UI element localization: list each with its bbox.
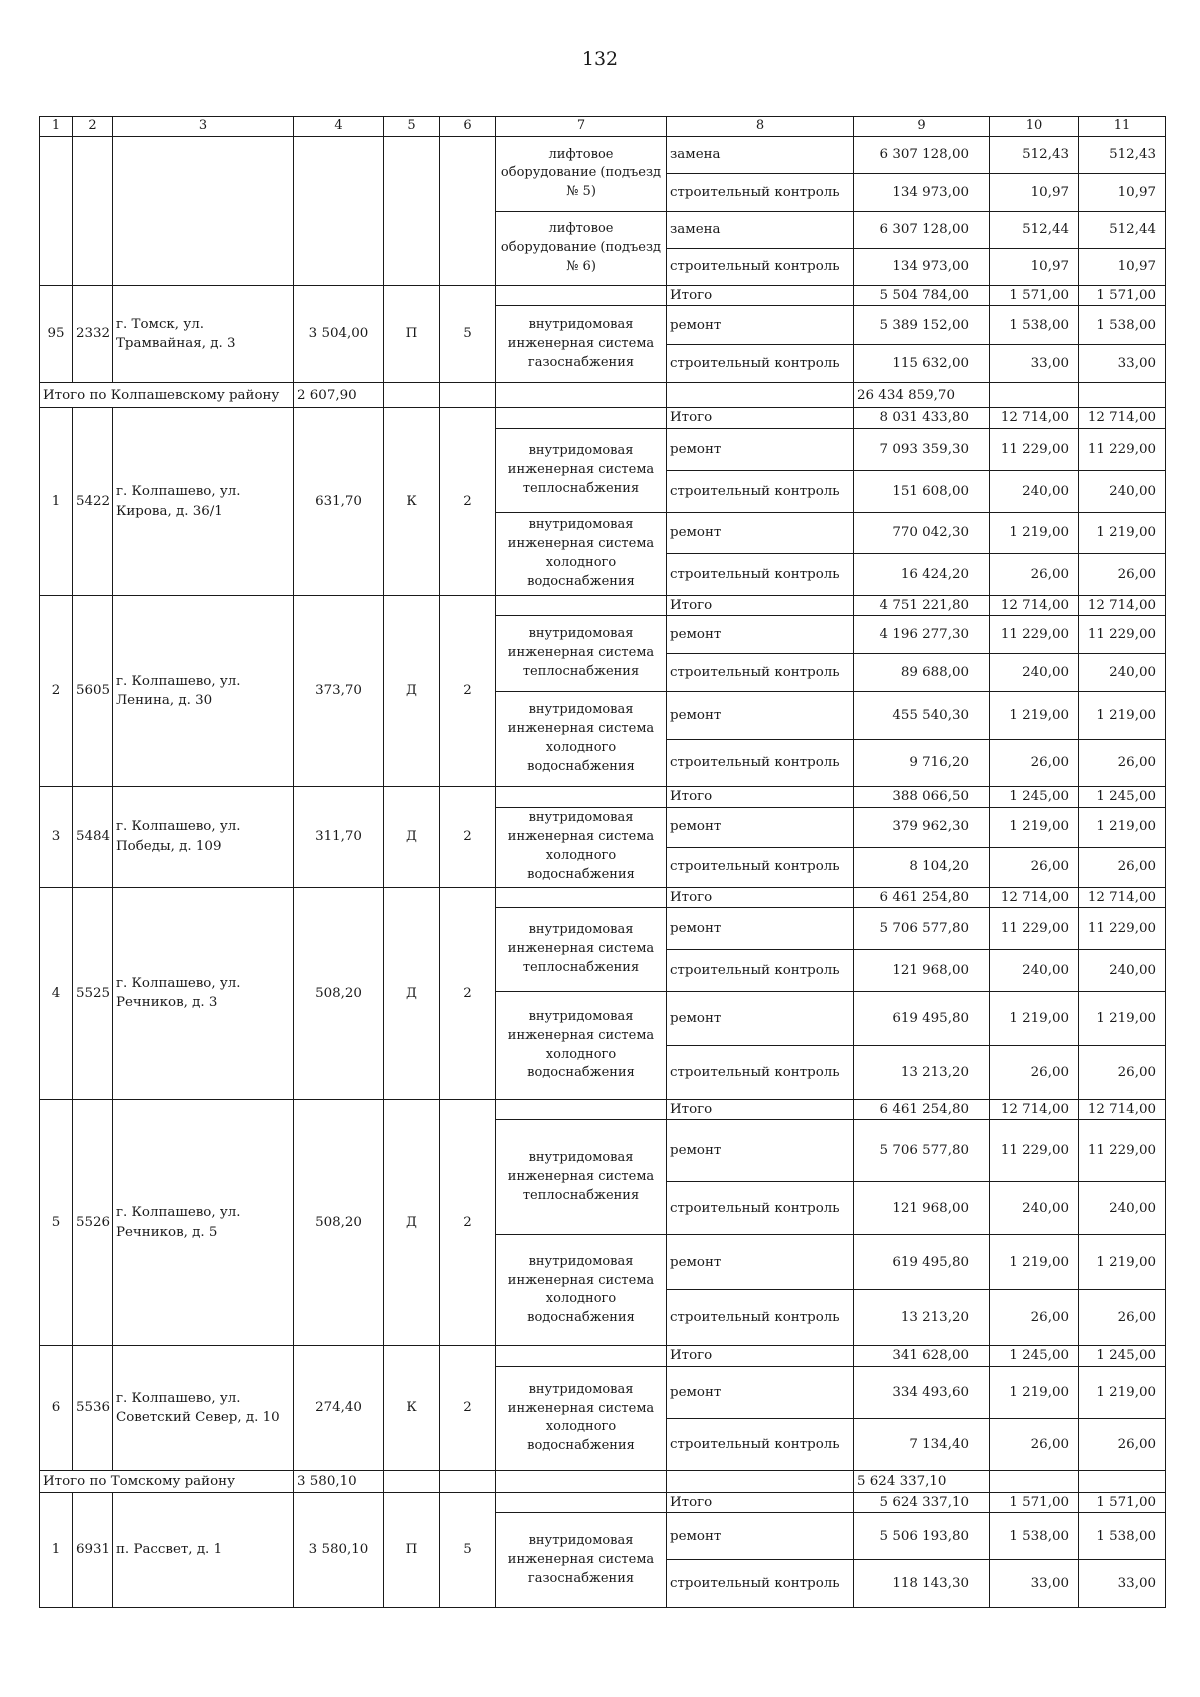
max-unit-cost: 11 229,00 (1079, 428, 1166, 470)
unit-cost: 12 714,00 (990, 595, 1079, 615)
district-total-row (40, 383, 1166, 408)
house-address: г. Томск, ул. Трамвайная, д. 3 (113, 285, 294, 382)
total-cost: 5 504 784,00 (854, 285, 990, 305)
unit-cost: 1 219,00 (990, 1366, 1079, 1418)
empty-cell (40, 136, 73, 285)
work-type: Итого (667, 787, 854, 807)
unit-cost: 12 714,00 (990, 887, 1079, 907)
unit-cost: 26,00 (990, 847, 1079, 887)
system-name: лифтовое оборудование (подъезд № 5) (496, 136, 667, 211)
col-header: 7 (496, 117, 667, 137)
total-cost: 4 751 221,80 (854, 595, 990, 615)
max-unit-cost: 26,00 (1079, 1290, 1166, 1346)
empty-cell (496, 408, 667, 428)
total-cost: 7 093 359,30 (854, 428, 990, 470)
total-cost: 388 066,50 (854, 787, 990, 807)
wall-material: К (384, 408, 440, 595)
unit-cost: 1 245,00 (990, 787, 1079, 807)
system-name: внутридомовая инженерная система холодного водоснабжения (496, 1366, 667, 1470)
col-header: 6 (440, 117, 496, 137)
district-total-label: Итого по Томскому району (40, 1470, 294, 1492)
unit-cost: 240,00 (990, 654, 1079, 692)
unit-cost: 11 229,00 (990, 908, 1079, 950)
wall-material: Д (384, 1100, 440, 1346)
total-cost: 5 624 337,10 (854, 1492, 990, 1512)
house-area: 311,70 (294, 787, 384, 887)
system-name: внутридомовая инженерная система холодного водоснабжения (496, 807, 667, 887)
work-type: ремонт (667, 992, 854, 1046)
page-number: 132 (581, 48, 619, 70)
total-cost: 5 706 577,80 (854, 1120, 990, 1182)
max-unit-cost: 1 245,00 (1079, 1346, 1166, 1366)
empty-cell (73, 136, 113, 285)
wall-material: П (384, 1492, 440, 1607)
house-area: 631,70 (294, 408, 384, 595)
total-cost: 5 506 193,80 (854, 1513, 990, 1560)
system-name: внутридомовая инженерная система теплоснабжения (496, 1120, 667, 1235)
total-cost: 134 973,00 (854, 173, 990, 211)
house-id: 5525 (73, 887, 113, 1099)
max-unit-cost: 1 538,00 (1079, 306, 1166, 345)
wall-material: Д (384, 887, 440, 1099)
unit-cost: 1 571,00 (990, 285, 1079, 305)
row-number: 1 (40, 1492, 73, 1607)
total-cost: 334 493,60 (854, 1366, 990, 1418)
system-name: внутридомовая инженерная система холодного водоснабжения (496, 512, 667, 595)
total-cost: 9 716,20 (854, 740, 990, 787)
max-unit-cost: 1 219,00 (1079, 1235, 1166, 1290)
row-number: 3 (40, 787, 73, 887)
empty-cell (496, 1100, 667, 1120)
unit-cost: 26,00 (990, 1418, 1079, 1470)
work-type: Итого (667, 1100, 854, 1120)
max-unit-cost: 26,00 (1079, 553, 1166, 595)
floors: 5 (440, 285, 496, 382)
empty-cell (294, 136, 384, 285)
row-number: 6 (40, 1346, 73, 1470)
row-number: 4 (40, 887, 73, 1099)
house-area: 508,20 (294, 887, 384, 1099)
max-unit-cost: 26,00 (1079, 847, 1166, 887)
work-type: Итого (667, 887, 854, 907)
repair-program-table (39, 116, 1166, 1608)
empty-cell (384, 1470, 440, 1492)
total-cost: 8 031 433,80 (854, 408, 990, 428)
work-type: ремонт (667, 692, 854, 740)
unit-cost: 33,00 (990, 1560, 1079, 1608)
work-type: строительный контроль (667, 1290, 854, 1346)
work-type: строительный контроль (667, 248, 854, 285)
total-cost: 6 461 254,80 (854, 887, 990, 907)
house-address: г. Колпашево, ул. Речников, д. 3 (113, 887, 294, 1099)
house-id: 5536 (73, 1346, 113, 1470)
work-type: ремонт (667, 306, 854, 345)
unit-cost: 10,97 (990, 173, 1079, 211)
work-type: строительный контроль (667, 553, 854, 595)
total-cost: 121 968,00 (854, 1182, 990, 1235)
unit-cost: 1 219,00 (990, 512, 1079, 553)
empty-cell (990, 1470, 1079, 1492)
max-unit-cost: 12 714,00 (1079, 408, 1166, 428)
unit-cost: 10,97 (990, 248, 1079, 285)
unit-cost: 11 229,00 (990, 616, 1079, 654)
col-header: 2 (73, 117, 113, 137)
col-header: 4 (294, 117, 384, 137)
max-unit-cost: 26,00 (1079, 740, 1166, 787)
total-cost: 4 196 277,30 (854, 616, 990, 654)
col-header: 1 (40, 117, 73, 137)
table-row (40, 787, 1166, 807)
max-unit-cost: 10,97 (1079, 248, 1166, 285)
total-cost: 8 104,20 (854, 847, 990, 887)
empty-cell (496, 787, 667, 807)
max-unit-cost: 1 571,00 (1079, 1492, 1166, 1512)
floors: 2 (440, 408, 496, 595)
col-header: 5 (384, 117, 440, 137)
district-total-area: 2 607,90 (294, 383, 384, 408)
max-unit-cost: 33,00 (1079, 345, 1166, 383)
max-unit-cost: 11 229,00 (1079, 1120, 1166, 1182)
system-name: внутридомовая инженерная система теплоснабжения (496, 428, 667, 512)
total-cost: 455 540,30 (854, 692, 990, 740)
total-cost: 6 307 128,00 (854, 136, 990, 173)
max-unit-cost: 1 571,00 (1079, 285, 1166, 305)
max-unit-cost: 11 229,00 (1079, 616, 1166, 654)
work-type: ремонт (667, 807, 854, 847)
floors: 2 (440, 887, 496, 1099)
col-header: 8 (667, 117, 854, 137)
empty-cell (384, 136, 440, 285)
table-row (40, 887, 1166, 907)
unit-cost: 1 219,00 (990, 992, 1079, 1046)
total-cost: 89 688,00 (854, 654, 990, 692)
house-area: 373,70 (294, 595, 384, 786)
house-address: г. Колпашево, ул. Кирова, д. 36/1 (113, 408, 294, 595)
max-unit-cost: 1 219,00 (1079, 692, 1166, 740)
table-row (40, 285, 1166, 305)
total-cost: 5 706 577,80 (854, 908, 990, 950)
house-id: 6931 (73, 1492, 113, 1607)
unit-cost: 1 219,00 (990, 692, 1079, 740)
max-unit-cost: 1 219,00 (1079, 992, 1166, 1046)
system-name: внутридомовая инженерная система холодного водоснабжения (496, 692, 667, 787)
house-address: п. Рассвет, д. 1 (113, 1492, 294, 1607)
unit-cost: 1 245,00 (990, 1346, 1079, 1366)
empty-cell (667, 383, 854, 408)
house-id: 5605 (73, 595, 113, 786)
max-unit-cost: 512,43 (1079, 136, 1166, 173)
system-name: внутридомовая инженерная система теплоснабжения (496, 908, 667, 992)
total-cost: 13 213,20 (854, 1046, 990, 1100)
max-unit-cost: 10,97 (1079, 173, 1166, 211)
district-total-cost: 5 624 337,10 (854, 1470, 990, 1492)
max-unit-cost: 12 714,00 (1079, 595, 1166, 615)
col-header: 3 (113, 117, 294, 137)
work-type: Итого (667, 1492, 854, 1512)
max-unit-cost: 26,00 (1079, 1418, 1166, 1470)
row-number: 2 (40, 595, 73, 786)
table-row (40, 408, 1166, 428)
empty-cell (496, 285, 667, 305)
house-area: 3 504,00 (294, 285, 384, 382)
house-address: г. Колпашево, ул. Советский Север, д. 10 (113, 1346, 294, 1470)
table-row (40, 1100, 1166, 1120)
empty-cell (496, 383, 667, 408)
max-unit-cost: 26,00 (1079, 1046, 1166, 1100)
system-name: внутридомовая инженерная система газоснабжения (496, 1513, 667, 1608)
house-area: 3 580,10 (294, 1492, 384, 1607)
work-type: строительный контроль (667, 1046, 854, 1100)
row-number: 5 (40, 1100, 73, 1346)
max-unit-cost: 12 714,00 (1079, 887, 1166, 907)
unit-cost: 11 229,00 (990, 428, 1079, 470)
work-type: строительный контроль (667, 173, 854, 211)
empty-cell (667, 1470, 854, 1492)
unit-cost: 1 219,00 (990, 1235, 1079, 1290)
system-name: лифтовое оборудование (подъезд № 6) (496, 211, 667, 285)
district-total-cost: 26 434 859,70 (854, 383, 990, 408)
max-unit-cost: 240,00 (1079, 950, 1166, 992)
total-cost: 619 495,80 (854, 992, 990, 1046)
empty-cell (1079, 1470, 1166, 1492)
max-unit-cost: 1 245,00 (1079, 787, 1166, 807)
work-type: строительный контроль (667, 654, 854, 692)
wall-material: К (384, 1346, 440, 1470)
work-type: строительный контроль (667, 470, 854, 512)
row-number: 1 (40, 408, 73, 595)
total-cost: 16 424,20 (854, 553, 990, 595)
work-type: строительный контроль (667, 1182, 854, 1235)
empty-cell (440, 383, 496, 408)
max-unit-cost: 512,44 (1079, 211, 1166, 248)
total-cost: 341 628,00 (854, 1346, 990, 1366)
work-type: Итого (667, 595, 854, 615)
total-cost: 619 495,80 (854, 1235, 990, 1290)
work-type: ремонт (667, 1235, 854, 1290)
work-type: ремонт (667, 1366, 854, 1418)
empty-cell (496, 595, 667, 615)
work-type: строительный контроль (667, 345, 854, 383)
col-header: 10 (990, 117, 1079, 137)
house-area: 274,40 (294, 1346, 384, 1470)
wall-material: Д (384, 787, 440, 887)
unit-cost: 26,00 (990, 1046, 1079, 1100)
max-unit-cost: 240,00 (1079, 1182, 1166, 1235)
max-unit-cost: 11 229,00 (1079, 908, 1166, 950)
total-cost: 115 632,00 (854, 345, 990, 383)
house-id: 5422 (73, 408, 113, 595)
house-address: г. Колпашево, ул. Победы, д. 109 (113, 787, 294, 887)
floors: 2 (440, 787, 496, 887)
wall-material: Д (384, 595, 440, 786)
total-cost: 7 134,40 (854, 1418, 990, 1470)
max-unit-cost: 1 219,00 (1079, 807, 1166, 847)
house-id: 5526 (73, 1100, 113, 1346)
col-header: 9 (854, 117, 990, 137)
unit-cost: 12 714,00 (990, 1100, 1079, 1120)
unit-cost: 11 229,00 (990, 1120, 1079, 1182)
total-cost: 134 973,00 (854, 248, 990, 285)
total-cost: 151 608,00 (854, 470, 990, 512)
district-total-row (40, 1470, 1166, 1492)
empty-cell (440, 1470, 496, 1492)
house-address: г. Колпашево, ул. Речников, д. 5 (113, 1100, 294, 1346)
empty-cell (1079, 383, 1166, 408)
empty-cell (496, 1470, 667, 1492)
max-unit-cost: 240,00 (1079, 470, 1166, 512)
empty-cell (440, 136, 496, 285)
work-type: строительный контроль (667, 847, 854, 887)
unit-cost: 26,00 (990, 740, 1079, 787)
system-name: внутридомовая инженерная система холодного водоснабжения (496, 992, 667, 1100)
max-unit-cost: 240,00 (1079, 654, 1166, 692)
work-type: ремонт (667, 616, 854, 654)
floors: 2 (440, 595, 496, 786)
max-unit-cost: 1 219,00 (1079, 512, 1166, 553)
total-cost: 5 389 152,00 (854, 306, 990, 345)
total-cost: 121 968,00 (854, 950, 990, 992)
work-type: ремонт (667, 908, 854, 950)
district-total-area: 3 580,10 (294, 1470, 384, 1492)
floors: 2 (440, 1100, 496, 1346)
work-type: Итого (667, 1346, 854, 1366)
total-cost: 6 307 128,00 (854, 211, 990, 248)
floors: 5 (440, 1492, 496, 1607)
total-cost: 13 213,20 (854, 1290, 990, 1346)
work-type: строительный контроль (667, 950, 854, 992)
col-header: 11 (1079, 117, 1166, 137)
work-type: Итого (667, 408, 854, 428)
unit-cost: 1 538,00 (990, 1513, 1079, 1560)
work-type: строительный контроль (667, 1560, 854, 1608)
unit-cost: 1 571,00 (990, 1492, 1079, 1512)
unit-cost: 240,00 (990, 470, 1079, 512)
column-header-row (40, 117, 1166, 137)
house-address: г. Колпашево, ул. Ленина, д. 30 (113, 595, 294, 786)
unit-cost: 1 219,00 (990, 807, 1079, 847)
empty-cell (113, 136, 294, 285)
work-type: замена (667, 136, 854, 173)
max-unit-cost: 1 219,00 (1079, 1366, 1166, 1418)
unit-cost: 512,43 (990, 136, 1079, 173)
work-type: ремонт (667, 428, 854, 470)
total-cost: 379 962,30 (854, 807, 990, 847)
total-cost: 118 143,30 (854, 1560, 990, 1608)
table-row (40, 1346, 1166, 1366)
table-row (40, 595, 1166, 615)
house-id: 5484 (73, 787, 113, 887)
work-type: ремонт (667, 512, 854, 553)
work-type: ремонт (667, 1513, 854, 1560)
unit-cost: 240,00 (990, 950, 1079, 992)
table-row (40, 1492, 1166, 1512)
total-cost: 770 042,30 (854, 512, 990, 553)
empty-cell (990, 383, 1079, 408)
work-type: замена (667, 211, 854, 248)
total-cost: 6 461 254,80 (854, 1100, 990, 1120)
house-id: 2332 (73, 285, 113, 382)
work-type: Итого (667, 285, 854, 305)
unit-cost: 26,00 (990, 553, 1079, 595)
empty-cell (496, 887, 667, 907)
max-unit-cost: 1 538,00 (1079, 1513, 1166, 1560)
system-name: внутридомовая инженерная система теплоснабжения (496, 616, 667, 692)
max-unit-cost: 33,00 (1079, 1560, 1166, 1608)
house-area: 508,20 (294, 1100, 384, 1346)
work-type: строительный контроль (667, 1418, 854, 1470)
unit-cost: 26,00 (990, 1290, 1079, 1346)
unit-cost: 33,00 (990, 345, 1079, 383)
empty-cell (496, 1346, 667, 1366)
district-total-label: Итого по Колпашевскому району (40, 383, 294, 408)
unit-cost: 512,44 (990, 211, 1079, 248)
empty-cell (384, 383, 440, 408)
empty-cell (496, 1492, 667, 1512)
table-row (40, 136, 1166, 173)
unit-cost: 12 714,00 (990, 408, 1079, 428)
system-name: внутридомовая инженерная система газоснабжения (496, 306, 667, 383)
unit-cost: 1 538,00 (990, 306, 1079, 345)
work-type: строительный контроль (667, 740, 854, 787)
wall-material: П (384, 285, 440, 382)
unit-cost: 240,00 (990, 1182, 1079, 1235)
row-number: 95 (40, 285, 73, 382)
system-name: внутридомовая инженерная система холодного водоснабжения (496, 1235, 667, 1346)
floors: 2 (440, 1346, 496, 1470)
max-unit-cost: 12 714,00 (1079, 1100, 1166, 1120)
work-type: ремонт (667, 1120, 854, 1182)
